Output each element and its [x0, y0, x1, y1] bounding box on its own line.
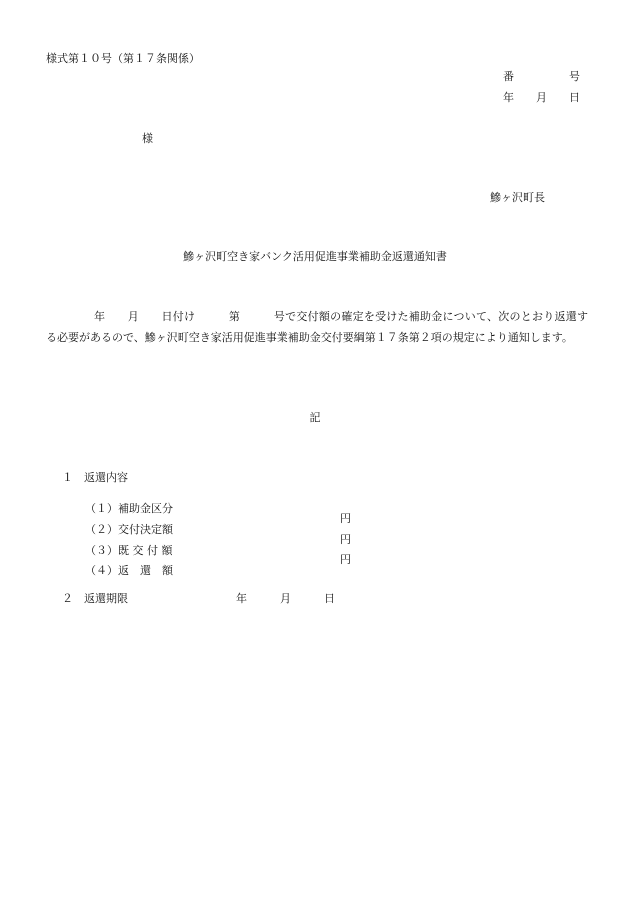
document-title: 鰺ヶ沢町空き家バンク活用促進事業補助金返還通知書	[183, 250, 447, 263]
document-number: 番 号	[503, 70, 580, 83]
deadline-date: 年 月 日	[236, 592, 335, 605]
addressee: 様	[142, 132, 153, 145]
item-unit: 円	[340, 533, 351, 546]
item-unit: 円	[340, 512, 351, 525]
item-label: （１）補助金区分	[85, 502, 173, 515]
item-label: （２）交付決定額	[85, 523, 173, 536]
item-label: （３）既 交 付 額	[85, 544, 173, 557]
item-unit: 円	[340, 553, 351, 566]
list-item	[78, 553, 351, 587]
section2-heading: ２ 返還期限	[62, 592, 128, 605]
form-number: 様式第１０号（第１７条関係）	[46, 52, 200, 65]
document-date: 年 月 日	[503, 91, 580, 104]
section1-heading: １ 返還内容	[62, 471, 128, 484]
ki-heading: 記	[309, 411, 321, 424]
body-paragraph: 年 月 日付け 第 号で交付額の確定を受けた補助金について、次のとおり返還する必要があるので、鰺ヶ沢町空き家活用促進事業補助金交付要綱第１７条第２項の規定により通知します。	[46, 310, 588, 344]
issuer: 鰺ヶ沢町長	[490, 191, 545, 204]
item-label: （４）返 還 額	[85, 564, 173, 577]
